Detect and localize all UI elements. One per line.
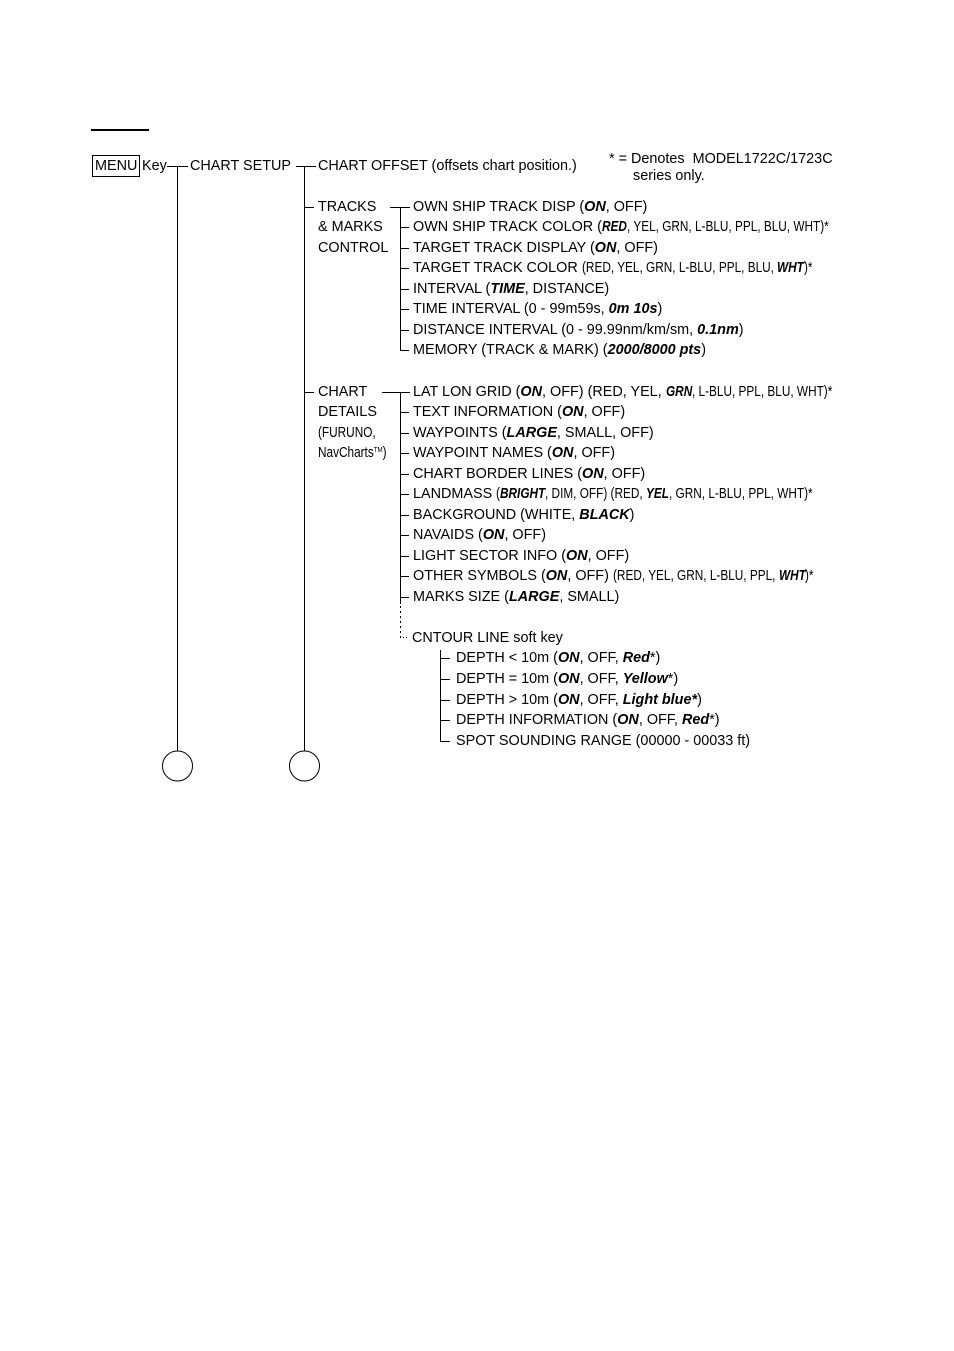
- item-text: OWN SHIP TRACK COLOR (: [413, 219, 602, 235]
- time-interval-item: [413, 300, 662, 318]
- text-information-item: [413, 403, 625, 421]
- color-options: )*: [805, 568, 814, 584]
- default-color: Red: [622, 650, 650, 666]
- color-options: (RED, YEL, GRN, L-BLU, PPL, BLU,: [581, 260, 777, 276]
- item-text: SPOT SOUNDING RANGE (00000 - 00033 ft): [456, 733, 751, 749]
- item-text: ): [629, 507, 635, 523]
- color-options: , GRN, L-BLU, PPL, WHT)*: [669, 486, 813, 502]
- chart-details-label: DETAILS: [318, 404, 377, 420]
- item-text: ): [657, 301, 663, 317]
- target-track-display-item: [413, 239, 658, 257]
- default-color: GRN: [665, 384, 692, 400]
- chart-details-label-line-4: [318, 444, 387, 462]
- default-setting: 0.1nm: [697, 322, 739, 338]
- default-setting: ON: [545, 568, 568, 584]
- item-text: , OFF): [616, 240, 658, 256]
- depth-greater-than-item: [456, 691, 702, 709]
- item-text: *): [667, 671, 679, 687]
- default-setting: TIME: [490, 281, 525, 297]
- item-text: INTERVAL (: [413, 281, 491, 297]
- item-text: DISTANCE INTERVAL (0 - 99.99nm/km/sm,: [413, 322, 698, 338]
- item-text: TARGET TRACK DISPLAY (: [413, 240, 595, 256]
- default-setting: BLACK: [579, 507, 630, 523]
- navaids-item: [413, 526, 546, 544]
- chart-details-label: CHART: [318, 384, 368, 400]
- color-options: (RED, YEL, GRN, L-BLU, PPL,: [612, 568, 779, 584]
- menu-key-suffix-row: [142, 157, 167, 175]
- default-setting: ON: [557, 692, 580, 708]
- item-text: WAYPOINTS (: [413, 425, 507, 441]
- default-setting: BRIGHT: [500, 486, 546, 502]
- item-text: ): [701, 342, 706, 358]
- default-setting: ON: [561, 404, 584, 420]
- tracks-label-line-3: [318, 239, 388, 257]
- item-text: DEPTH > 10m (: [456, 692, 558, 708]
- item-text: LANDMASS: [413, 486, 497, 502]
- item-text: , OFF): [603, 466, 646, 482]
- item-text: TARGET TRACK COLOR: [413, 260, 582, 276]
- tracks-label: & MARKS: [318, 219, 383, 235]
- contour-line-soft-key-row: [412, 629, 563, 647]
- depth-information-item: [456, 711, 720, 729]
- default-setting: 2000/8000 pts: [607, 342, 702, 358]
- lat-lon-grid-item: [413, 383, 832, 401]
- default-setting: ON: [482, 527, 505, 543]
- default-color: YEL: [646, 486, 670, 502]
- chart-offset-label: CHART OFFSET (offsets chart position.): [318, 158, 577, 174]
- default-color: Red: [682, 712, 710, 728]
- interval-item: [413, 280, 609, 298]
- default-setting: ON: [557, 671, 580, 687]
- distance-interval-item: [413, 321, 744, 339]
- color-options: , YEL, GRN, L-BLU, PPL, BLU, WHT)*: [626, 219, 829, 235]
- item-text: DEPTH < 10m (: [456, 650, 558, 666]
- option-text: , DIM, OFF) (RED,: [545, 486, 647, 502]
- color-options: )*: [803, 260, 813, 276]
- footnote-text: series only.: [633, 168, 705, 184]
- other-symbols-item: [413, 567, 814, 585]
- memory-item: [413, 341, 706, 359]
- option-text: (: [496, 486, 501, 502]
- default-setting: ON: [557, 650, 580, 666]
- own-ship-track-color-item: [413, 218, 829, 236]
- menu-key-suffix: Key: [142, 158, 167, 174]
- item-text: TEXT INFORMATION (: [413, 404, 562, 420]
- default-setting: WHT: [776, 260, 804, 276]
- menu-continuation-circle: [163, 751, 193, 781]
- chart-setup-continuation-circle: [290, 751, 320, 781]
- item-text: TIME INTERVAL (0 - 99m59s,: [413, 301, 609, 317]
- default-setting: ON: [566, 548, 588, 564]
- default-setting: 0m 10s: [608, 301, 658, 317]
- tracks-label: CONTROL: [318, 240, 389, 256]
- item-text: , DISTANCE): [524, 281, 610, 297]
- item-text: *): [649, 650, 661, 666]
- item-text: CHART BORDER LINES (: [413, 466, 582, 482]
- tracks-label-line-2: [318, 218, 383, 236]
- item-text: , OFF): [587, 548, 630, 564]
- item-text: NAVAIDS (: [413, 527, 483, 543]
- default-color: Yellow: [622, 671, 668, 687]
- item-text: , SMALL): [559, 589, 620, 605]
- item-text: , OFF,: [579, 650, 623, 666]
- closing-paren: ): [382, 445, 387, 461]
- chart-offset-row: [318, 157, 577, 175]
- footnote-text: * = Denotes MODEL1722C/1723C: [609, 151, 833, 167]
- item-text: WAYPOINT NAMES (: [413, 445, 552, 461]
- default-setting: ON: [617, 712, 639, 728]
- item-text: , SMALL, OFF): [556, 425, 654, 441]
- footnote-line-1: [609, 150, 833, 168]
- item-text: DEPTH = 10m (: [456, 671, 558, 687]
- default-setting: RED: [601, 219, 627, 235]
- own-ship-track-disp-item: [413, 198, 647, 216]
- item-text: LIGHT SECTOR INFO (: [413, 548, 566, 564]
- item-text: , OFF) (RED, YEL,: [542, 384, 666, 400]
- landmass-item: [413, 485, 813, 503]
- default-setting: LARGE: [506, 425, 557, 441]
- item-text: OTHER SYMBOLS (: [413, 568, 546, 584]
- footnote-line-2: [633, 167, 705, 185]
- default-setting: ON: [551, 445, 574, 461]
- item-text: ): [738, 322, 744, 338]
- default-setting: ON: [520, 384, 543, 400]
- waypoints-item: [413, 424, 654, 442]
- waypoint-names-item: [413, 444, 615, 462]
- default-color: Light blue*: [622, 692, 698, 708]
- default-setting: ON: [594, 240, 617, 256]
- depth-equal-item: [456, 670, 678, 688]
- background-item: [413, 506, 634, 524]
- item-text: *): [709, 712, 720, 728]
- item-text: MARKS SIZE (: [413, 589, 509, 605]
- default-setting: ON: [584, 199, 606, 215]
- furuno-label: (FURUNO,: [318, 425, 376, 441]
- trademark-mark: TM: [373, 445, 383, 454]
- marks-size-item: [413, 588, 619, 606]
- item-text: , OFF): [504, 527, 547, 543]
- tracks-label: TRACKS: [318, 199, 377, 215]
- chart-details-label-line-2: [318, 403, 377, 421]
- light-sector-info-item: [413, 547, 629, 565]
- spot-sounding-range-item: [456, 732, 750, 750]
- navcharts-label: [318, 444, 387, 462]
- menu-key-box: MENU: [92, 155, 140, 177]
- depth-less-than-item: [456, 649, 660, 667]
- item-text: DEPTH INFORMATION (: [456, 712, 618, 728]
- chart-details-label-line-3: [318, 424, 376, 442]
- item-text: , OFF): [583, 404, 626, 420]
- chart-border-lines-item: [413, 465, 645, 483]
- item-text: , OFF,: [638, 712, 682, 728]
- default-setting: LARGE: [508, 589, 560, 605]
- contour-line-label: CNTOUR LINE soft key: [412, 630, 563, 646]
- item-text: OWN SHIP TRACK DISP (: [413, 199, 585, 215]
- default-setting: ON: [582, 466, 604, 482]
- color-options: , L-BLU, PPL, BLU, WHT)*: [691, 384, 833, 400]
- item-text: , OFF): [567, 568, 613, 584]
- target-track-color-item: [413, 259, 812, 277]
- item-text: ): [697, 692, 702, 708]
- chart-details-label-line-1: [318, 383, 367, 401]
- item-text: , OFF): [573, 445, 616, 461]
- default-color: WHT: [778, 568, 806, 584]
- item-text: BACKGROUND (WHITE,: [413, 507, 580, 523]
- item-text: , OFF,: [579, 671, 623, 687]
- item-text: , OFF,: [579, 692, 623, 708]
- tracks-label-line-1: [318, 198, 376, 216]
- item-text: LAT LON GRID (: [413, 384, 521, 400]
- chart-setup-row: [190, 157, 291, 175]
- navcharts-text: NavCharts: [318, 445, 374, 461]
- chart-setup-label: CHART SETUP: [190, 158, 292, 174]
- item-text: MEMORY (TRACK & MARK) (: [413, 342, 608, 358]
- item-text: , OFF): [605, 199, 648, 215]
